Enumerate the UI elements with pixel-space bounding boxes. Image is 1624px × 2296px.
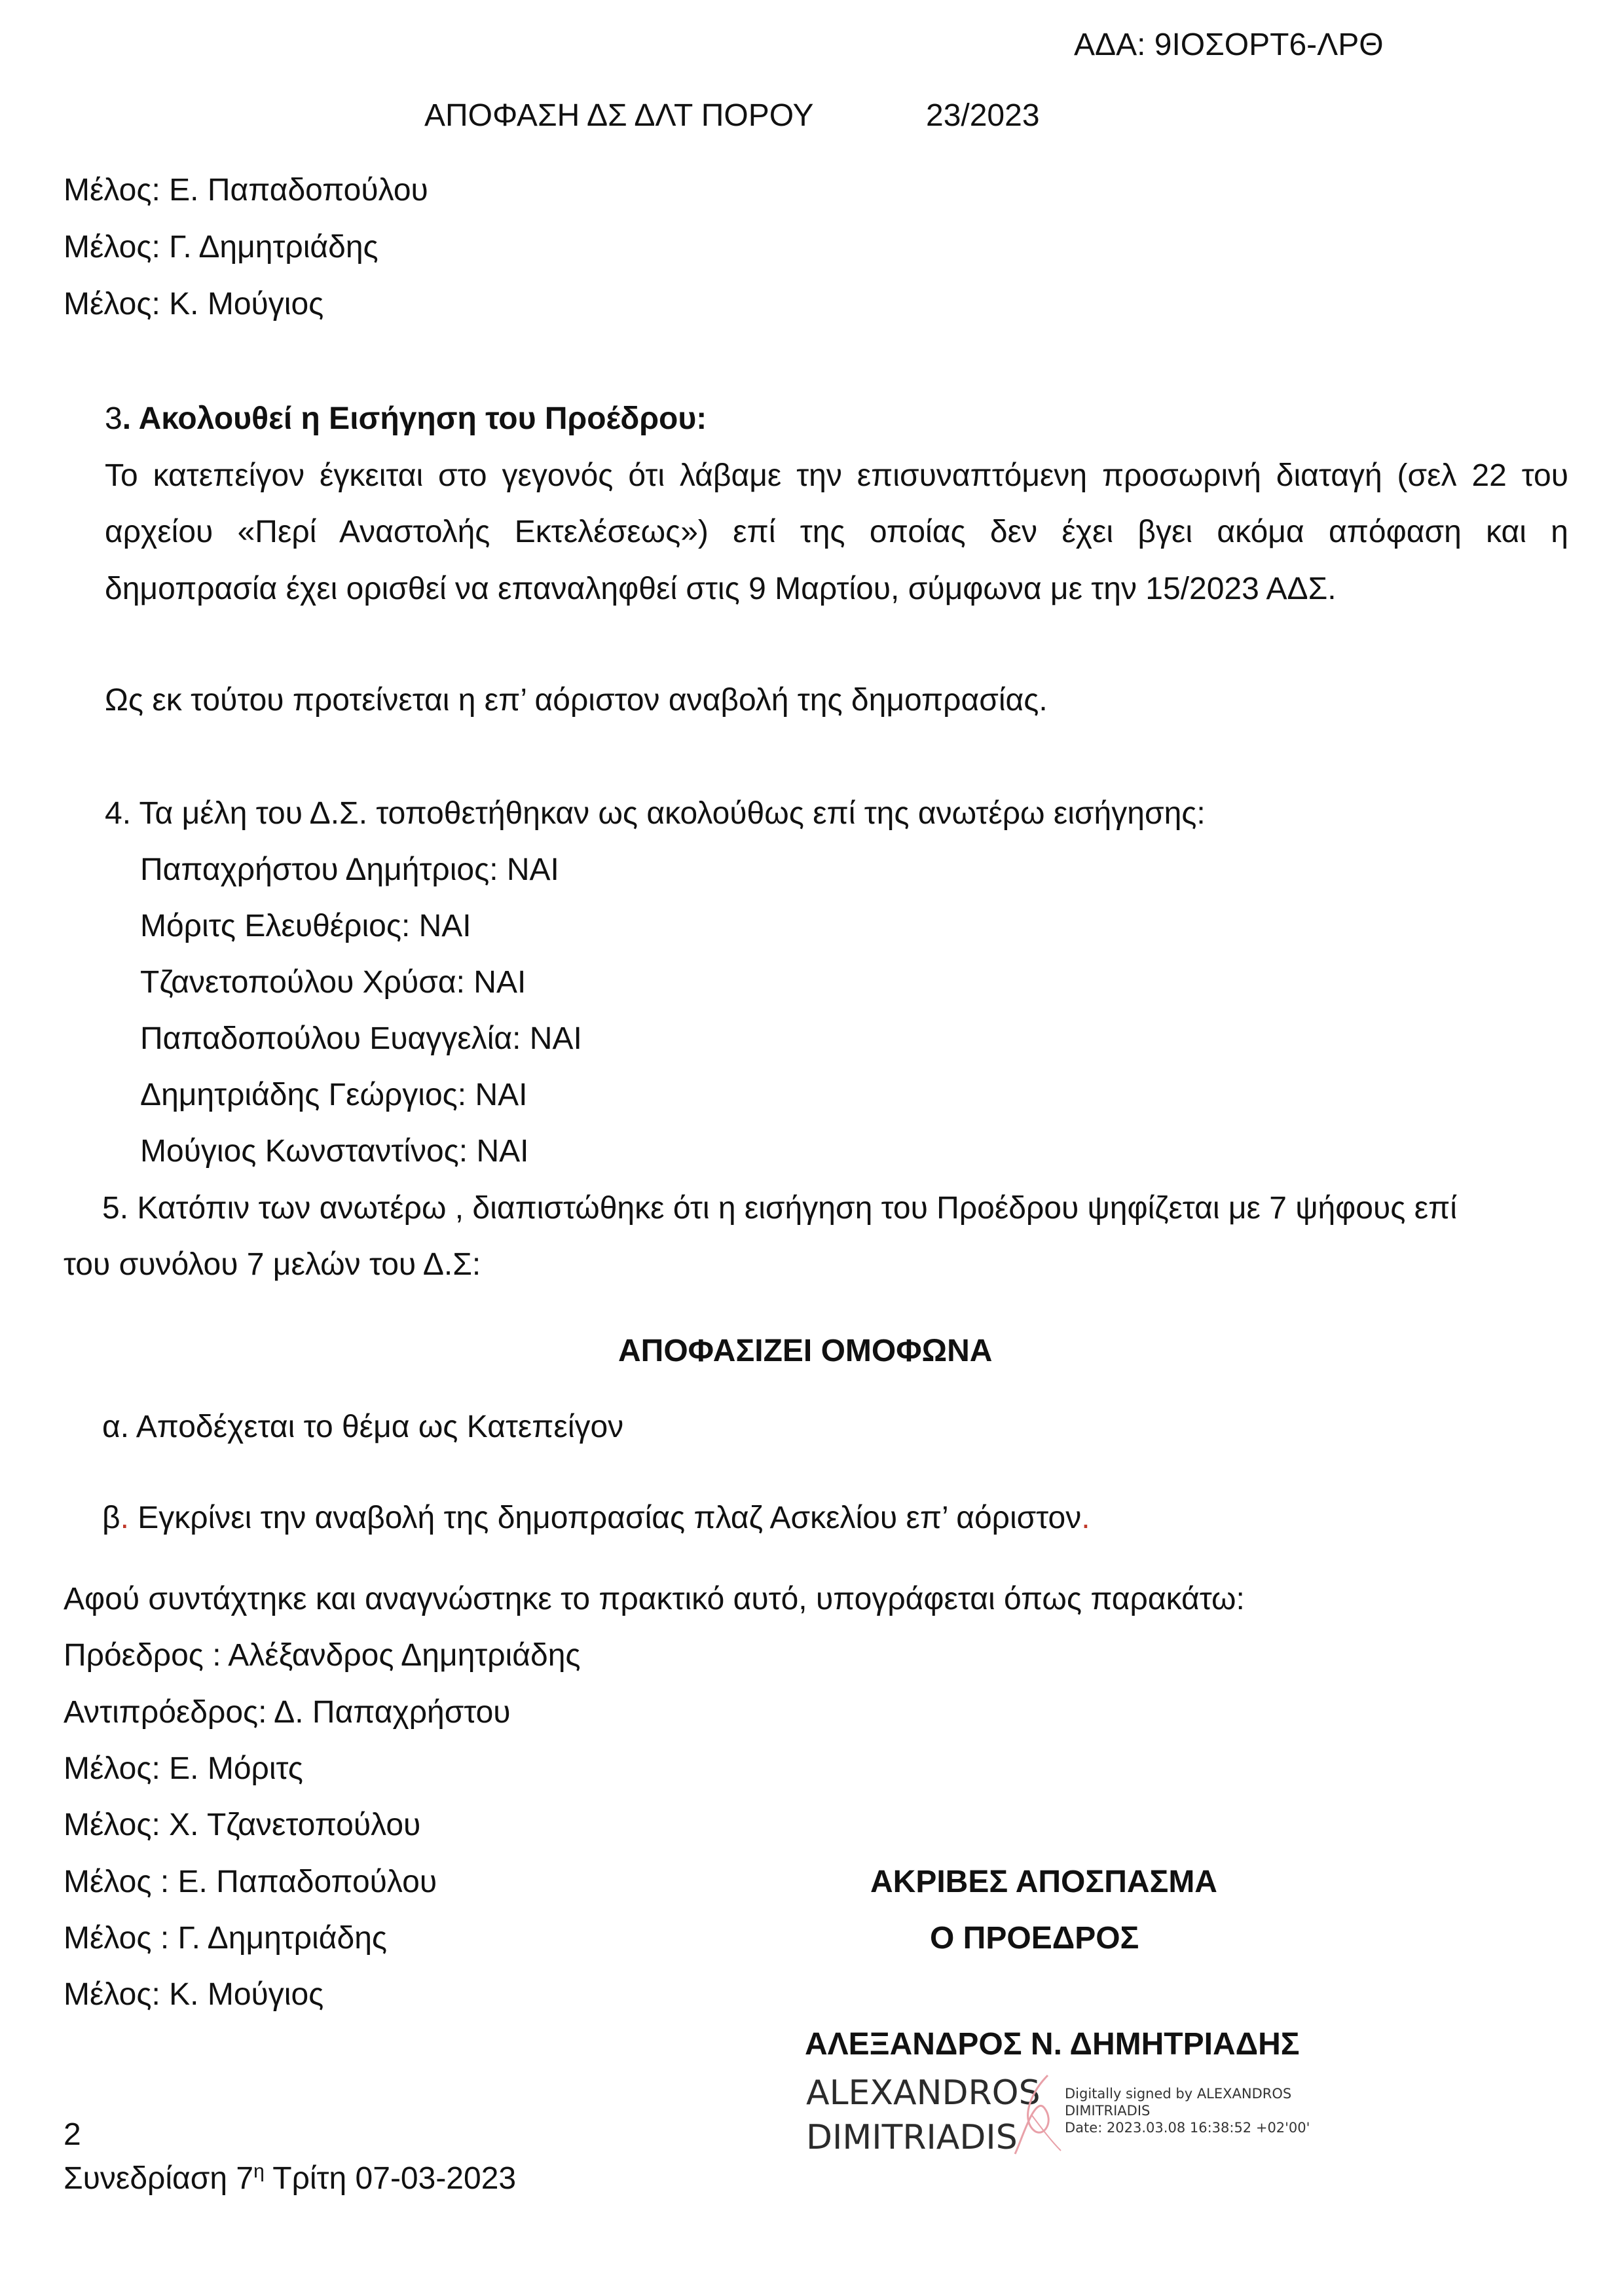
decision-item-b-end-dot: . (1081, 1501, 1090, 1535)
session-info (64, 2153, 516, 2198)
section-3-paragraph-line-3: δημοπρασία έχει ορισθεί να επαναληφθεί στις 9 Μαρτίου, σύμφωνα με την 15/2023 ΑΔΣ. (105, 572, 1337, 606)
vote-item: Τζανετοπούλου Χρύσα: ΝΑΙ (140, 965, 526, 1000)
decision-item-a: α. Αποδέχεται το θέμα ως Κατεπείγον (102, 1410, 624, 1444)
digital-signature-detail-2: DIMITRIADIS (1065, 2103, 1151, 2119)
digital-signature-name-line-1: ALEXANDROS (806, 2073, 1041, 2113)
section-3-number: 3 (105, 401, 122, 436)
vote-item: Μούγιος Κωνσταντίνος: ΝΑΙ (140, 1134, 529, 1169)
vote-item: Μόριτς Ελευθέριος: ΝΑΙ (140, 909, 471, 943)
signatory: Αντιπρόεδρος: Δ. Παπαχρήστου (64, 1695, 511, 1730)
top-member-3: Μέλος: Κ. Μούγιος (64, 287, 324, 321)
closing-intro: Αφού συντάχτηκε και αναγνώστηκε το πρακτικό αυτό, υπογράφεται όπως παρακάτω: (64, 1582, 1245, 1616)
section-3-paragraph-line-2: αρχείου «Περί Αναστολής Εκτελέσεως») επί της οποίας δεν έχει βγει ακόμα απόφαση και η (105, 515, 1568, 549)
digital-signature-detail-1: Digitally signed by ALEXANDROS (1065, 2086, 1292, 2102)
session-date: Τρίτη 07-03-2023 (264, 2161, 517, 2196)
session-prefix: Συνεδρίαση 7 (64, 2161, 254, 2196)
digital-signature-detail-3: Date: 2023.03.08 16:38:52 +02'00' (1065, 2120, 1310, 2136)
vote-item: Δημητριάδης Γεώργιος: ΝΑΙ (140, 1078, 528, 1112)
signatory: Μέλος : Γ. Δημητριάδης (64, 1921, 388, 1956)
certified-extract-label: ΑΚΡΙΒΕΣ ΑΠΟΣΠΑΣΜΑ (870, 1865, 1217, 1899)
session-superscript: η (253, 2160, 265, 2182)
ada-code: ΑΔΑ: 9ΙΟΣΟΡΤ6-ΛΡΘ (1074, 27, 1384, 62)
section-5-line-2: του συνόλου 7 μελών του Δ.Σ: (64, 1247, 481, 1282)
page-number: 2 (64, 2117, 81, 2152)
document-title: ΑΠΟΦΑΣΗ ΔΣ ΔΛΤ ΠΟΡΟΥ (424, 98, 814, 133)
decision-item-b (102, 1499, 1090, 1537)
section-5-line-1: 5. Κατόπιν των ανωτέρω , διαπιστώθηκε ότι η εισήγηση του Προέδρου ψηφίζεται με 7 ψήφους επί (102, 1191, 1457, 1226)
president-label: Ο ΠΡΟΕΔΡΟΣ (930, 1921, 1139, 1956)
top-member-1: Μέλος: Ε. Παπαδοπούλου (64, 173, 428, 208)
decision-number: 23/2023 (926, 98, 1040, 133)
signature-mark-icon (1008, 2069, 1067, 2160)
signatory: Μέλος: Χ. Τζανετοπούλου (64, 1808, 421, 1842)
decision-item-b-text: Εγκρίνει την αναβολή της δημοπρασίας πλαζ Ασκελίου επ’ αόριστον (128, 1501, 1082, 1535)
signatory: Πρόεδρος : Αλέξανδρος Δημητριάδης (64, 1638, 581, 1673)
vote-item: Παπαχρήστου Δημήτριος: ΝΑΙ (140, 852, 559, 887)
signatory: Μέλος: Ε. Μόριτς (64, 1751, 303, 1786)
section-3-title: . Ακολουθεί η Εισήγηση του Προέδρου: (122, 401, 707, 436)
president-name: ΑΛΕΞΑΝΔΡΟΣ Ν. ΔΗΜΗΤΡΙΑΔΗΣ (805, 2027, 1300, 2062)
top-member-2: Μέλος: Γ. Δημητριάδης (64, 230, 378, 264)
decision-item-b-letter: β (102, 1501, 120, 1535)
digital-signature-name-line-2: DIMITRIADIS (806, 2118, 1018, 2157)
signatory: Μέλος : Ε. Παπαδοπούλου (64, 1865, 437, 1899)
vote-item: Παπαδοπούλου Ευαγγελία: ΝΑΙ (140, 1021, 582, 1056)
section-4-intro: 4. Τα μέλη του Δ.Σ. τοποθετήθηκαν ως ακολούθως επί της ανωτέρω εισήγησης: (105, 796, 1206, 831)
section-3-heading (105, 400, 707, 438)
section-3-proposal: Ως εκ τούτου προτείνεται η επ’ αόριστον αναβολή της δημοπρασίας. (105, 683, 1048, 718)
section-3-paragraph-line-1: Το κατεπείγον έγκειται στο γεγονός ότι λάβαμε την επισυναπτόμενη προσωρινή διαταγή (σελ 22 του (105, 458, 1568, 493)
decision-item-b-dot: . (120, 1501, 129, 1535)
decision-heading: ΑΠΟΦΑΣΙΖΕΙ ΟΜΟΦΩΝΑ (618, 1334, 993, 1368)
signatory: Μέλος: Κ. Μούγιος (64, 1977, 324, 2012)
